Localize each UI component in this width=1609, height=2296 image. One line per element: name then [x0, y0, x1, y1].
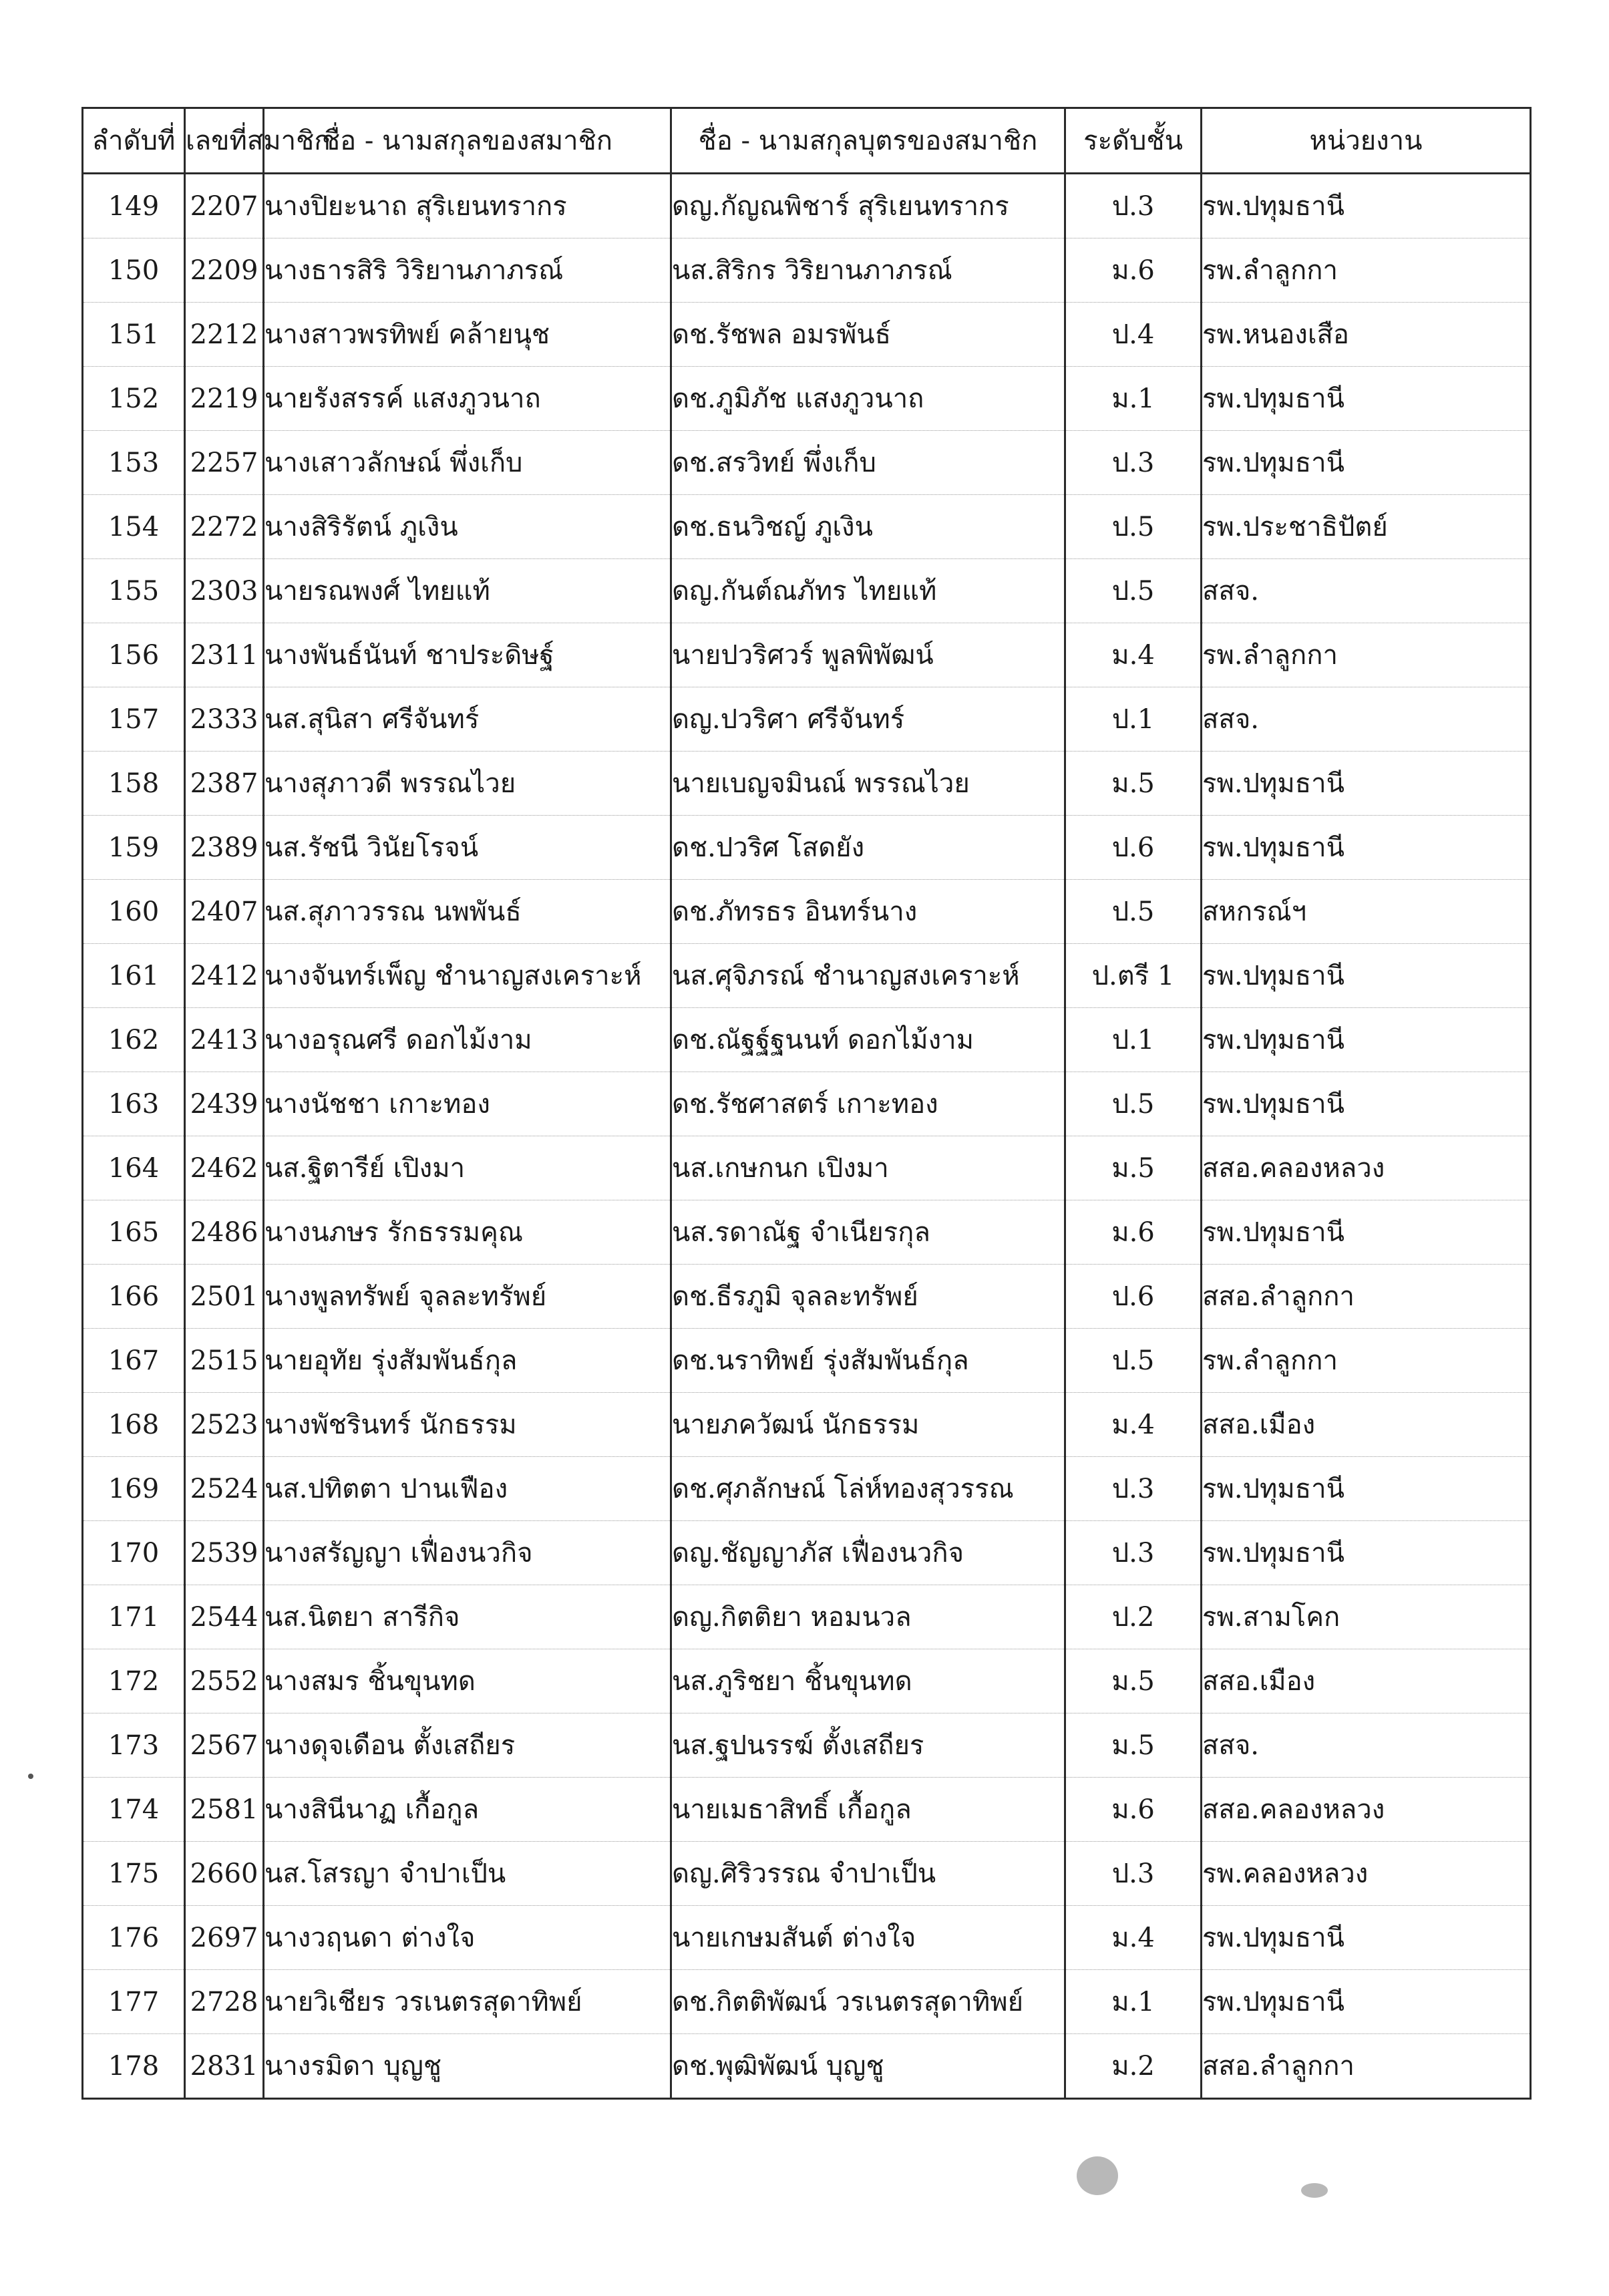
cell-child-name: ดช.ปวริศ โสดยัง [671, 816, 1065, 880]
cell-unit: สสจ. [1202, 1713, 1531, 1778]
cell-order: 162 [83, 1008, 185, 1072]
cell-level: ป.5 [1065, 559, 1202, 623]
cell-member-name: นางนภษร รักธรรมคุณ [264, 1200, 671, 1265]
table-row [83, 1200, 1531, 1265]
cell-order: 175 [83, 1842, 185, 1906]
cell-member-no: 2209 [185, 238, 264, 303]
cell-level: ป.2 [1065, 1585, 1202, 1649]
cell-member-name: นางสิริรัตน์ ภูเงิน [264, 495, 671, 559]
cell-child-name: ดช.ธีรภูมิ จุลละทรัพย์ [671, 1265, 1065, 1329]
cell-unit: รพ.ปทุมธานี [1202, 1008, 1531, 1072]
cell-member-no: 2257 [185, 431, 264, 495]
table-row [83, 1265, 1531, 1329]
cell-order: 168 [83, 1393, 185, 1457]
cell-child-name: ดช.กิตติพัฒน์ วรเนตรสุดาทิพย์ [671, 1970, 1065, 2034]
cell-child-name: ดญ.กิตติยา หอมนวล [671, 1585, 1065, 1649]
cell-order: 161 [83, 944, 185, 1008]
cell-member-name: นางธารสิริ วิริยานภาภรณ์ [264, 238, 671, 303]
table-row [83, 1521, 1531, 1585]
table-row [83, 752, 1531, 816]
table-row [83, 1842, 1531, 1906]
table-row [83, 944, 1531, 1008]
cell-child-name: นส.ศุจิภรณ์ ชำนาญสงเคราะห์ [671, 944, 1065, 1008]
cell-level: ป.3 [1065, 431, 1202, 495]
cell-child-name: ดช.นราทิพย์ รุ่งสัมพันธ์กุล [671, 1329, 1065, 1393]
cell-order: 178 [83, 2034, 185, 2099]
cell-order: 159 [83, 816, 185, 880]
cell-member-no: 2272 [185, 495, 264, 559]
cell-member-no: 2439 [185, 1072, 264, 1136]
header-child-name: ชื่อ - นามสกุลบุตรของสมาชิก [671, 108, 1065, 174]
cell-child-name: ดช.ภูมิภัช แสงภูวนาถ [671, 367, 1065, 431]
header-order: ลำดับที่ [83, 108, 185, 174]
cell-member-name: นส.รัชนี วินัยโรจน์ [264, 816, 671, 880]
cell-member-no: 2831 [185, 2034, 264, 2099]
cell-member-name: นส.ปทิตตา ปานเฟือง [264, 1457, 671, 1521]
cell-level: ม.5 [1065, 1136, 1202, 1200]
cell-child-name: ดช.รัชพล อมรพันธ์ [671, 303, 1065, 367]
cell-member-name: นางอรุณศรี ดอกไม้งาม [264, 1008, 671, 1072]
cell-member-no: 2407 [185, 880, 264, 944]
cell-member-name: นางรมิดา บุญชู [264, 2034, 671, 2099]
cell-member-name: นางนัชชา เกาะทอง [264, 1072, 671, 1136]
cell-member-name: นางพันธ์นันท์ ชาประดิษฐ์ [264, 623, 671, 687]
cell-level: ป.5 [1065, 880, 1202, 944]
cell-member-name: นางสาวพรทิพย์ คล้ายนุช [264, 303, 671, 367]
table-row [83, 1585, 1531, 1649]
cell-child-name: นส.ฐปนรรฆ์ ตั้งเสถียร [671, 1713, 1065, 1778]
cell-child-name: ดญ.กัญณพิชาร์ สุริเยนทรากร [671, 174, 1065, 238]
cell-unit: รพ.ปทุมธานี [1202, 816, 1531, 880]
cell-unit: รพ.หนองเสือ [1202, 303, 1531, 367]
cell-member-no: 2333 [185, 687, 264, 752]
cell-child-name: นายเบญจมินณ์ พรรณไวย [671, 752, 1065, 816]
table-row [83, 559, 1531, 623]
cell-order: 174 [83, 1778, 185, 1842]
cell-member-name: นางสุภาวดี พรรณไวย [264, 752, 671, 816]
cell-member-name: นางวฤนดา ต่างใจ [264, 1906, 671, 1970]
table-row [83, 174, 1531, 238]
table-header-row [83, 108, 1531, 174]
cell-child-name: นายเกษมสันต์ ต่างใจ [671, 1906, 1065, 1970]
cell-level: ป.3 [1065, 174, 1202, 238]
cell-member-no: 2486 [185, 1200, 264, 1265]
cell-unit: สสอ.ลำลูกกา [1202, 1265, 1531, 1329]
cell-unit: รพ.ปทุมธานี [1202, 431, 1531, 495]
cell-order: 172 [83, 1649, 185, 1713]
cell-order: 169 [83, 1457, 185, 1521]
cell-member-name: นางพูลทรัพย์ จุลละทรัพย์ [264, 1265, 671, 1329]
cell-level: ม.1 [1065, 367, 1202, 431]
table-body [83, 174, 1531, 2099]
cell-level: ป.3 [1065, 1457, 1202, 1521]
table-row [83, 1136, 1531, 1200]
cell-member-no: 2412 [185, 944, 264, 1008]
cell-child-name: นส.เกษกนก เปิงมา [671, 1136, 1065, 1200]
cell-unit: สสอ.เมือง [1202, 1649, 1531, 1713]
cell-member-name: นางเสาวลักษณ์ พึ่งเก็บ [264, 431, 671, 495]
cell-order: 156 [83, 623, 185, 687]
cell-member-no: 2311 [185, 623, 264, 687]
cell-member-no: 2413 [185, 1008, 264, 1072]
cell-unit: สสอ.ลำลูกกา [1202, 2034, 1531, 2099]
table-row [83, 238, 1531, 303]
cell-member-no: 2539 [185, 1521, 264, 1585]
table-row [83, 687, 1531, 752]
cell-child-name: ดช.พุฒิพัฒน์ บุญชู [671, 2034, 1065, 2099]
cell-order: 151 [83, 303, 185, 367]
cell-order: 170 [83, 1521, 185, 1585]
table-row [83, 1457, 1531, 1521]
cell-unit: สสอ.เมือง [1202, 1393, 1531, 1457]
cell-member-name: นางสมร ชิ้นขุนทด [264, 1649, 671, 1713]
cell-level: ป.1 [1065, 687, 1202, 752]
cell-child-name: ดญ.ศิริวรรณ จำปาเป็น [671, 1842, 1065, 1906]
cell-level: ม.6 [1065, 1200, 1202, 1265]
cell-level: ป.5 [1065, 1329, 1202, 1393]
cell-order: 153 [83, 431, 185, 495]
cell-order: 171 [83, 1585, 185, 1649]
cell-member-no: 2567 [185, 1713, 264, 1778]
cell-level: ป.4 [1065, 303, 1202, 367]
cell-member-name: นางจันทร์เพ็ญ ชำนาญสงเคราะห์ [264, 944, 671, 1008]
cell-member-no: 2219 [185, 367, 264, 431]
cell-order: 157 [83, 687, 185, 752]
cell-order: 167 [83, 1329, 185, 1393]
cell-level: ม.4 [1065, 1906, 1202, 1970]
table-row [83, 1329, 1531, 1393]
cell-level: ป.3 [1065, 1521, 1202, 1585]
cell-child-name: ดช.ธนวิชญ์ ภูเงิน [671, 495, 1065, 559]
cell-unit: รพ.ปทุมธานี [1202, 1457, 1531, 1521]
cell-child-name: ดช.ณัฐฐ์ฐนนท์ ดอกไม้งาม [671, 1008, 1065, 1072]
cell-order: 177 [83, 1970, 185, 2034]
table-row [83, 1649, 1531, 1713]
cell-member-no: 2303 [185, 559, 264, 623]
cell-member-name: นายอุทัย รุ่งสัมพันธ์กุล [264, 1329, 671, 1393]
cell-order: 173 [83, 1713, 185, 1778]
cell-level: ป.6 [1065, 1265, 1202, 1329]
cell-member-no: 2207 [185, 174, 264, 238]
cell-level: ป.ตรี 1 [1065, 944, 1202, 1008]
cell-child-name: ดช.รัชศาสตร์ เกาะทอง [671, 1072, 1065, 1136]
cell-unit: รพ.ประชาธิปัตย์ [1202, 495, 1531, 559]
cell-member-no: 2515 [185, 1329, 264, 1393]
cell-level: ม.2 [1065, 2034, 1202, 2099]
scan-speck [28, 1774, 33, 1779]
cell-unit: รพ.ปทุมธานี [1202, 1200, 1531, 1265]
cell-unit: รพ.ปทุมธานี [1202, 1072, 1531, 1136]
document-page [81, 107, 1530, 2100]
cell-order: 160 [83, 880, 185, 944]
cell-member-name: นายวิเชียร วรเนตรสุดาทิพย์ [264, 1970, 671, 2034]
cell-member-name: นายรังสรรค์ แสงภูวนาถ [264, 367, 671, 431]
scan-speck [1301, 2183, 1328, 2198]
cell-level: ป.6 [1065, 816, 1202, 880]
cell-member-no: 2544 [185, 1585, 264, 1649]
cell-unit: รพ.ปทุมธานี [1202, 752, 1531, 816]
cell-child-name: ดช.สรวิทย์ พึ่งเก็บ [671, 431, 1065, 495]
cell-order: 149 [83, 174, 185, 238]
cell-order: 158 [83, 752, 185, 816]
cell-member-name: นางปิยะนาถ สุริเยนทรากร [264, 174, 671, 238]
cell-child-name: นายปวริศวร์ พูลพิพัฒน์ [671, 623, 1065, 687]
cell-child-name: นายภควัฒน์ นักธรรม [671, 1393, 1065, 1457]
cell-level: ม.1 [1065, 1970, 1202, 2034]
cell-unit: รพ.ปทุมธานี [1202, 1521, 1531, 1585]
table-row [83, 1970, 1531, 2034]
cell-order: 152 [83, 367, 185, 431]
cell-order: 176 [83, 1906, 185, 1970]
table-row [83, 623, 1531, 687]
cell-level: ม.4 [1065, 1393, 1202, 1457]
cell-unit: รพ.คลองหลวง [1202, 1842, 1531, 1906]
cell-unit: รพ.ปทุมธานี [1202, 367, 1531, 431]
cell-level: ม.6 [1065, 238, 1202, 303]
cell-member-no: 2660 [185, 1842, 264, 1906]
cell-unit: สหกรณ์ฯ [1202, 880, 1531, 944]
header-unit: หน่วยงาน [1202, 108, 1531, 174]
cell-member-no: 2389 [185, 816, 264, 880]
cell-unit: รพ.ปทุมธานี [1202, 1970, 1531, 2034]
table-row [83, 367, 1531, 431]
cell-member-name: นส.โสรญา จำปาเป็น [264, 1842, 671, 1906]
cell-level: ป.5 [1065, 495, 1202, 559]
cell-member-no: 2387 [185, 752, 264, 816]
cell-member-no: 2462 [185, 1136, 264, 1200]
cell-member-name: นส.ฐิตารีย์ เปิงมา [264, 1136, 671, 1200]
cell-member-no: 2697 [185, 1906, 264, 1970]
cell-child-name: นส.รดาณัฐ จำเนียรกุล [671, 1200, 1065, 1265]
cell-child-name: ดช.ศุภลักษณ์ โล่ห์ทองสุวรรณ [671, 1457, 1065, 1521]
table-row [83, 1778, 1531, 1842]
table-row [83, 1906, 1531, 1970]
cell-child-name: ดช.ภัทรธร อินทร์นาง [671, 880, 1065, 944]
cell-order: 164 [83, 1136, 185, 1200]
cell-member-name: นายรณพงศ์ ไทยแท้ [264, 559, 671, 623]
table-row [83, 495, 1531, 559]
cell-order: 163 [83, 1072, 185, 1136]
cell-member-no: 2524 [185, 1457, 264, 1521]
cell-level: ม.5 [1065, 1649, 1202, 1713]
cell-unit: สสจ. [1202, 559, 1531, 623]
cell-level: ป.3 [1065, 1842, 1202, 1906]
cell-unit: รพ.ลำลูกกา [1202, 623, 1531, 687]
table-row [83, 1713, 1531, 1778]
cell-unit: รพ.ปทุมธานี [1202, 944, 1531, 1008]
cell-unit: รพ.ลำลูกกา [1202, 238, 1531, 303]
cell-level: ม.5 [1065, 752, 1202, 816]
cell-member-name: นางสินีนาฏ เกื้อกูล [264, 1778, 671, 1842]
cell-order: 165 [83, 1200, 185, 1265]
cell-member-name: นส.สุนิสา ศรีจันทร์ [264, 687, 671, 752]
table-row [83, 431, 1531, 495]
cell-member-no: 2501 [185, 1265, 264, 1329]
cell-member-no: 2523 [185, 1393, 264, 1457]
cell-order: 155 [83, 559, 185, 623]
cell-member-name: นางดุจเดือน ตั้งเสถียร [264, 1713, 671, 1778]
scan-speck [1077, 2156, 1118, 2195]
header-level: ระดับชั้น [1065, 108, 1202, 174]
table-row [83, 1393, 1531, 1457]
cell-level: ม.4 [1065, 623, 1202, 687]
cell-level: ป.5 [1065, 1072, 1202, 1136]
cell-child-name: ดญ.กันต์ณภัทร ไทยแท้ [671, 559, 1065, 623]
cell-child-name: ดญ.ปวริศา ศรีจันทร์ [671, 687, 1065, 752]
cell-level: ม.6 [1065, 1778, 1202, 1842]
cell-level: ป.1 [1065, 1008, 1202, 1072]
table-row [83, 1072, 1531, 1136]
cell-unit: รพ.สามโคก [1202, 1585, 1531, 1649]
cell-unit: รพ.ปทุมธานี [1202, 1906, 1531, 1970]
cell-unit: สสจ. [1202, 687, 1531, 752]
cell-unit: สสอ.คลองหลวง [1202, 1778, 1531, 1842]
cell-member-no: 2212 [185, 303, 264, 367]
cell-member-name: นส.นิตยา สารีกิจ [264, 1585, 671, 1649]
header-member-name: ชื่อ - นามสกุลของสมาชิก [264, 108, 671, 174]
cell-unit: รพ.ปทุมธานี [1202, 174, 1531, 238]
cell-unit: สสอ.คลองหลวง [1202, 1136, 1531, 1200]
cell-level: ม.5 [1065, 1713, 1202, 1778]
cell-member-name: นางสรัญญา เฟื่องนวกิจ [264, 1521, 671, 1585]
header-member-no: เลขที่สมาชิก [185, 108, 264, 174]
table-row [83, 303, 1531, 367]
cell-member-no: 2581 [185, 1778, 264, 1842]
cell-child-name: นส.สิริกร วิริยานภาภรณ์ [671, 238, 1065, 303]
table-row [83, 880, 1531, 944]
table-row [83, 1008, 1531, 1072]
cell-order: 150 [83, 238, 185, 303]
cell-member-name: นางพัชรินทร์ นักธรรม [264, 1393, 671, 1457]
table-row [83, 816, 1531, 880]
cell-order: 154 [83, 495, 185, 559]
cell-member-name: นส.สุภาวรรณ นพพันธ์ [264, 880, 671, 944]
cell-child-name: ดญ.ชัญญาภัส เฟื่องนวกิจ [671, 1521, 1065, 1585]
member-roster-table [81, 107, 1532, 2100]
cell-member-no: 2552 [185, 1649, 264, 1713]
cell-child-name: นายเมธาสิทธิ์ เกื้อกูล [671, 1778, 1065, 1842]
cell-child-name: นส.ภูริชยา ชิ้นขุนทด [671, 1649, 1065, 1713]
cell-member-no: 2728 [185, 1970, 264, 2034]
cell-unit: รพ.ลำลูกกา [1202, 1329, 1531, 1393]
table-row [83, 2034, 1531, 2099]
cell-order: 166 [83, 1265, 185, 1329]
